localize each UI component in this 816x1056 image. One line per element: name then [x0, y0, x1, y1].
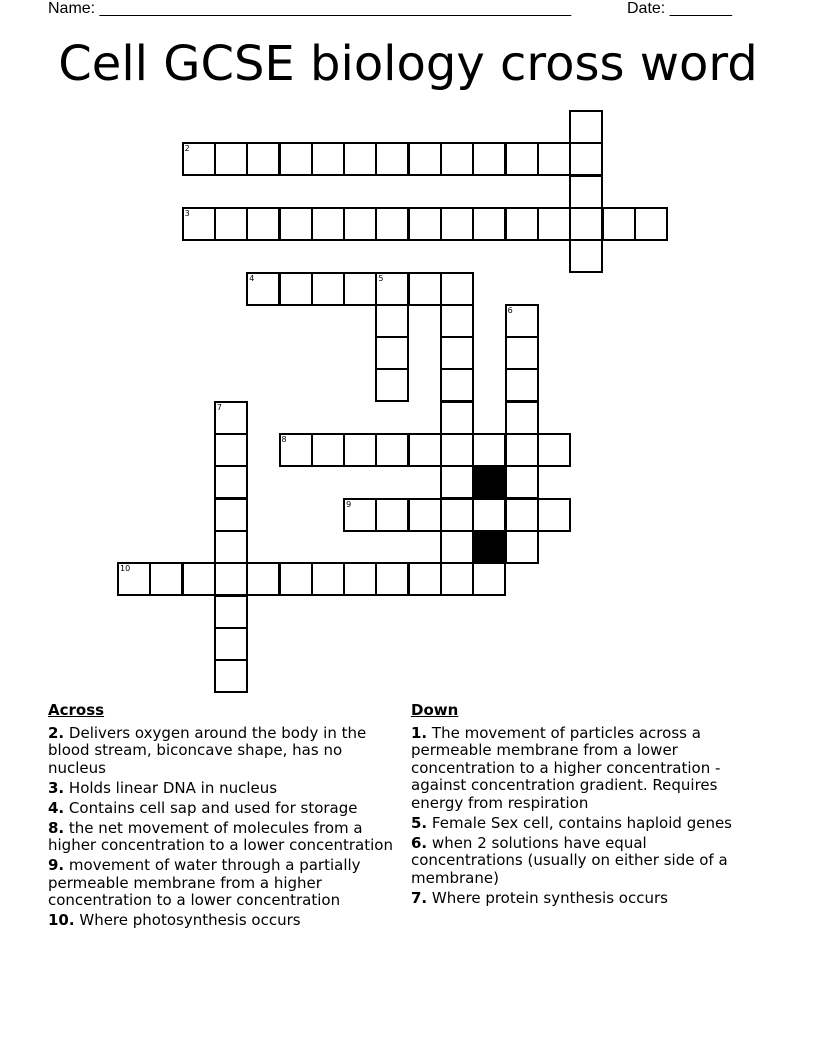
crossword-cell[interactable] — [505, 304, 539, 338]
clue-number-label: 3 — [184, 208, 190, 218]
crossword-cell[interactable] — [214, 562, 248, 596]
crossword-cell[interactable] — [472, 562, 506, 596]
clue-text: Delivers oxygen around the body in the blood stream, biconcave shape, has no nucleus — [48, 723, 367, 777]
clue-text: Where photosynthesis occurs — [79, 911, 301, 929]
crossword-cell[interactable] — [214, 433, 248, 467]
clue-text: The movement of particles across a permeable membrane from a lower concentration to a higher concentration - against concentration gradient. Requires energy from respiration — [411, 723, 721, 812]
clue-text: the net movement of molecules from a higher concentration to a lower concentration — [48, 818, 393, 854]
crossword-cell[interactable] — [375, 433, 409, 467]
crossword-cell[interactable] — [214, 627, 248, 661]
clue-number: 2. — [48, 723, 65, 742]
crossword-cell[interactable] — [408, 207, 442, 241]
clue-number: 1. — [411, 723, 428, 742]
crossword-cell[interactable] — [505, 530, 539, 564]
clue-down — [411, 835, 761, 888]
crossword-cell[interactable] — [505, 401, 539, 435]
across-clues — [48, 702, 393, 932]
crossword-cell[interactable] — [505, 465, 539, 499]
crossword-cell[interactable] — [343, 498, 377, 532]
crossword-cell[interactable] — [375, 304, 409, 338]
clue-number-label: 7 — [216, 402, 222, 412]
crossword-cell[interactable] — [214, 659, 248, 693]
crossword-cell[interactable] — [375, 562, 409, 596]
clue-number: 4. — [48, 798, 65, 817]
crossword-cell[interactable] — [246, 207, 280, 241]
crossword-cell[interactable] — [375, 272, 409, 306]
crossword-cell[interactable] — [472, 207, 506, 241]
clue-number: 8. — [48, 818, 65, 837]
clue-text: Female Sex cell, contains haploid genes — [431, 813, 732, 832]
crossword-cell[interactable] — [569, 175, 603, 209]
clue-number-label: 4 — [249, 273, 255, 283]
crossword-cell[interactable] — [214, 498, 248, 532]
crossword-cell[interactable] — [182, 142, 216, 176]
crossword-cell[interactable] — [375, 207, 409, 241]
crossword-cell[interactable] — [505, 433, 539, 467]
crossword-cell[interactable] — [246, 562, 280, 596]
crossword-cell[interactable] — [311, 272, 345, 306]
crossword-cell[interactable] — [375, 498, 409, 532]
crossword-cell[interactable] — [472, 498, 506, 532]
crossword-cell[interactable] — [311, 207, 345, 241]
crossword-cell[interactable] — [214, 401, 248, 435]
clue-number: 3. — [48, 778, 65, 797]
crossword-cell[interactable] — [343, 433, 377, 467]
crossword-cell[interactable] — [149, 562, 183, 596]
clue-number-label: 5 — [378, 273, 384, 283]
crossword-cell[interactable] — [505, 336, 539, 370]
down-clues — [411, 702, 761, 910]
crossword-cell[interactable] — [279, 562, 313, 596]
clue-number: 6. — [411, 833, 428, 852]
crossword-cell[interactable] — [343, 562, 377, 596]
crossword-cell[interactable] — [505, 498, 539, 532]
crossword-cell[interactable] — [569, 110, 603, 144]
crossword-cell[interactable] — [440, 142, 474, 176]
clue-number-label: 2 — [184, 144, 190, 154]
crossword-cell[interactable] — [117, 562, 151, 596]
clue-across — [48, 725, 393, 778]
crossword-cell[interactable] — [375, 368, 409, 402]
black-cell — [472, 465, 506, 499]
crossword-cell[interactable] — [602, 207, 636, 241]
clue-across — [48, 857, 393, 910]
crossword-cell[interactable] — [214, 207, 248, 241]
clue-across — [48, 820, 393, 855]
crossword-cell[interactable] — [472, 142, 506, 176]
crossword-cell[interactable] — [634, 207, 668, 241]
clue-text: movement of water through a partially permeable membrane from a higher concentration to a lower concentration — [48, 856, 361, 909]
clue-down — [411, 725, 761, 813]
crossword-cell[interactable] — [408, 433, 442, 467]
crossword-cell[interactable] — [408, 562, 442, 596]
clue-number-label: 9 — [346, 499, 352, 509]
crossword-cell[interactable] — [408, 498, 442, 532]
clue-number-label: 8 — [281, 435, 287, 444]
crossword-cell[interactable] — [537, 207, 571, 241]
crossword-cell[interactable] — [214, 142, 248, 176]
crossword-cell[interactable] — [343, 207, 377, 241]
clue-across — [48, 800, 393, 818]
crossword-cell[interactable] — [246, 142, 280, 176]
page-title: Cell GCSE biology cross word — [58, 36, 758, 92]
crossword-cell[interactable] — [505, 142, 539, 176]
name-field[interactable]: Name: _____________________________________________________ — [48, 0, 572, 17]
clue-number: 5. — [411, 813, 428, 832]
crossword-cell[interactable] — [569, 207, 603, 241]
date-field[interactable]: Date: _______ — [627, 0, 732, 17]
crossword-cell[interactable] — [311, 142, 345, 176]
clue-number: 10. — [48, 911, 75, 929]
clue-number: 7. — [411, 888, 428, 907]
clue-down — [411, 815, 761, 833]
crossword-cell[interactable] — [440, 272, 474, 306]
clue-across — [48, 780, 393, 798]
crossword-cell[interactable] — [505, 368, 539, 402]
crossword-cell[interactable] — [343, 272, 377, 306]
crossword-cell[interactable] — [279, 272, 313, 306]
clue-text: Holds linear DNA in nucleus — [68, 778, 278, 797]
clue-number-label: 6 — [507, 305, 513, 315]
crossword-cell[interactable] — [343, 142, 377, 176]
down-heading: Down — [411, 701, 459, 719]
clue-number-label: 10 — [120, 564, 131, 574]
crossword-cell[interactable] — [537, 498, 571, 532]
crossword-cell[interactable] — [537, 142, 571, 176]
crossword-cell[interactable] — [440, 562, 474, 596]
crossword-cell[interactable] — [246, 272, 280, 306]
crossword-cell[interactable] — [537, 433, 571, 467]
crossword-cell[interactable] — [440, 465, 474, 499]
crossword-cell[interactable] — [311, 562, 345, 596]
crossword-cell[interactable] — [569, 239, 603, 273]
crossword-cell[interactable] — [375, 142, 409, 176]
clue-number: 9. — [48, 856, 65, 874]
clue-across — [48, 912, 393, 930]
crossword-cell[interactable] — [279, 433, 313, 467]
crossword-cell[interactable] — [569, 142, 603, 176]
crossword-cell[interactable] — [505, 207, 539, 241]
crossword-cell[interactable] — [182, 562, 216, 596]
black-cell — [472, 530, 506, 564]
crossword-cell[interactable] — [214, 530, 248, 564]
crossword-cell[interactable] — [440, 304, 474, 338]
crossword-cell[interactable] — [408, 272, 442, 306]
crossword-cell[interactable] — [214, 465, 248, 499]
crossword-cell[interactable] — [279, 207, 313, 241]
crossword-cell[interactable] — [472, 433, 506, 467]
crossword-cell[interactable] — [440, 368, 474, 402]
crossword-cell[interactable] — [440, 530, 474, 564]
crossword-cell[interactable] — [214, 595, 248, 629]
crossword-cell[interactable] — [311, 433, 345, 467]
across-heading: Across — [48, 701, 105, 719]
clue-text: when 2 solutions have equal concentrations (usually on either side of a membrane) — [411, 833, 728, 887]
crossword-cell[interactable] — [375, 336, 409, 370]
clue-text: Where protein synthesis occurs — [431, 888, 668, 907]
crossword-cell[interactable] — [182, 207, 216, 241]
crossword-cell[interactable] — [440, 433, 474, 467]
crossword-cell[interactable] — [279, 142, 313, 176]
crossword-cell[interactable] — [440, 498, 474, 532]
crossword-cell[interactable] — [408, 142, 442, 176]
clue-down — [411, 890, 761, 908]
crossword-cell[interactable] — [440, 336, 474, 370]
clue-text: Contains cell sap and used for storage — [68, 798, 358, 817]
crossword-cell[interactable] — [440, 207, 474, 241]
crossword-cell[interactable] — [440, 401, 474, 435]
